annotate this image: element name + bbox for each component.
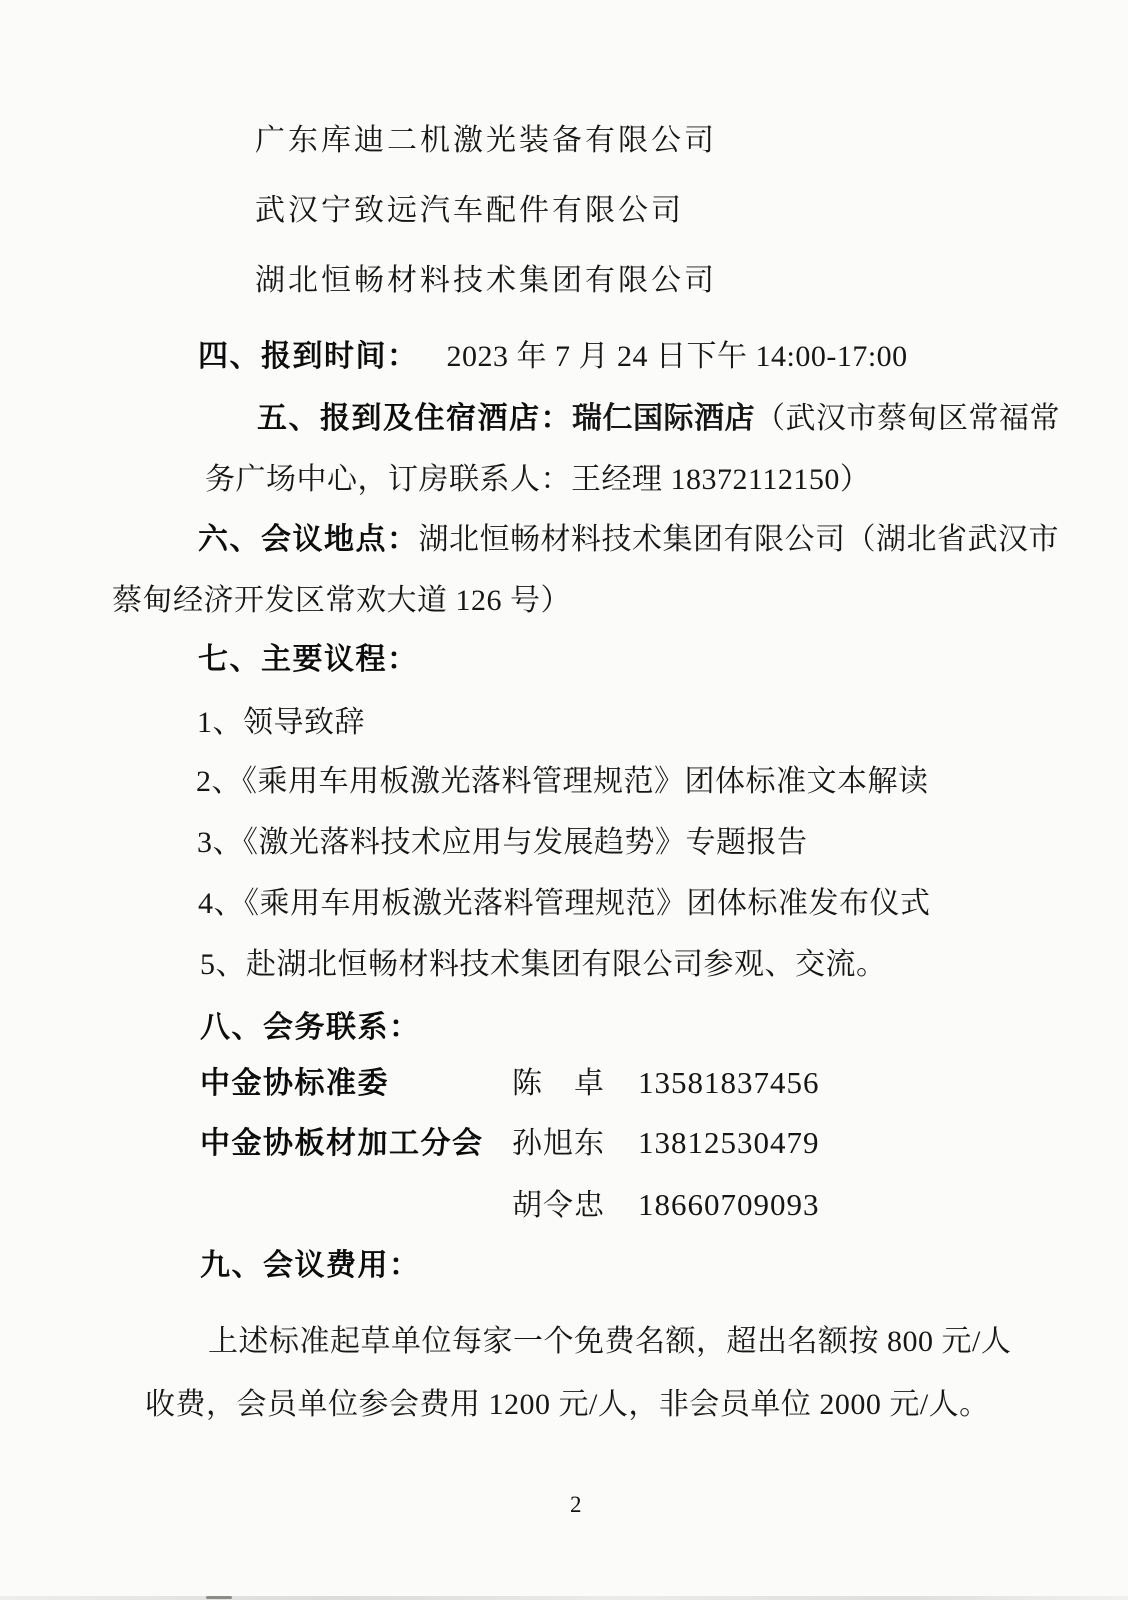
company-name: 湖北恒畅材料技术集团有限公司 xyxy=(255,264,717,297)
section-contacts-label: 八、会务联系： xyxy=(200,1011,421,1044)
fees-paragraph-line2: 收费，会员单位参会费用 1200 元/人，非会员单位 2000 元/人。 xyxy=(145,1388,990,1421)
section-agenda-label: 七、主要议程： xyxy=(198,643,419,676)
contact-org: 中金协板材加工分会 xyxy=(200,1127,484,1160)
agenda-item: 3、《激光落料技术应用与发展趋势》专题报告 xyxy=(197,826,808,859)
contact-phone: 18660709093 xyxy=(638,1187,820,1222)
location-part2: 蔡甸经济开发区常欢大道 126 号） xyxy=(112,584,571,617)
page-number: 2 xyxy=(570,1492,582,1517)
contact-row xyxy=(200,1124,820,1163)
agenda-item: 2、《乘用车用板激光落料管理规范》团体标准文本解读 xyxy=(196,765,929,798)
contact-phone: 13812530479 xyxy=(638,1125,820,1160)
location-part1: 湖北恒畅材料技术集团有限公司（湖北省武汉市 xyxy=(418,523,1059,556)
company-name: 广东库迪二机激光装备有限公司 xyxy=(255,124,717,157)
section-hotel xyxy=(257,400,1060,438)
contact-row xyxy=(200,1186,820,1225)
contact-name: 胡令忠 xyxy=(512,1189,605,1222)
agenda-item: 4、《乘用车用板激光落料管理规范》团体标准发布仪式 xyxy=(198,887,931,920)
section-fees-label: 九、会议费用： xyxy=(200,1249,421,1282)
hotel-address-part1: （武汉市蔡甸区常福常 xyxy=(755,402,1060,435)
section-location xyxy=(198,521,1059,559)
section-registration-time xyxy=(198,338,908,376)
section-registration-time-label: 四、报到时间： xyxy=(198,340,419,373)
section-location-label: 六、会议地点： xyxy=(198,523,419,556)
section-registration-time-value: 2023 年 7 月 24 日下午 14:00-17:00 xyxy=(446,340,908,373)
contact-org: 中金协标准委 xyxy=(200,1067,389,1100)
hotel-name: 瑞仁国际酒店 xyxy=(572,402,755,435)
contact-phone: 13581837456 xyxy=(638,1065,820,1100)
company-name: 武汉宁致远汽车配件有限公司 xyxy=(255,194,684,227)
hotel-address-part2: 务广场中心，订房联系人：王经理 18372112150） xyxy=(205,463,871,496)
agenda-item: 1、领导致辞 xyxy=(197,706,365,739)
contact-row xyxy=(200,1064,820,1103)
scan-edge-artifact xyxy=(206,1596,232,1599)
agenda-item: 5、赴湖北恒畅材料技术集团有限公司参观、交流。 xyxy=(200,948,887,981)
contact-name: 孙旭东 xyxy=(512,1127,605,1160)
contact-name: 陈 卓 xyxy=(512,1067,605,1100)
fees-paragraph-line1: 上述标准起草单位每家一个免费名额，超出名额按 800 元/人 xyxy=(208,1325,1012,1358)
scan-edge-artifact xyxy=(0,1596,1128,1600)
section-hotel-label: 五、报到及住宿酒店： xyxy=(257,402,572,435)
